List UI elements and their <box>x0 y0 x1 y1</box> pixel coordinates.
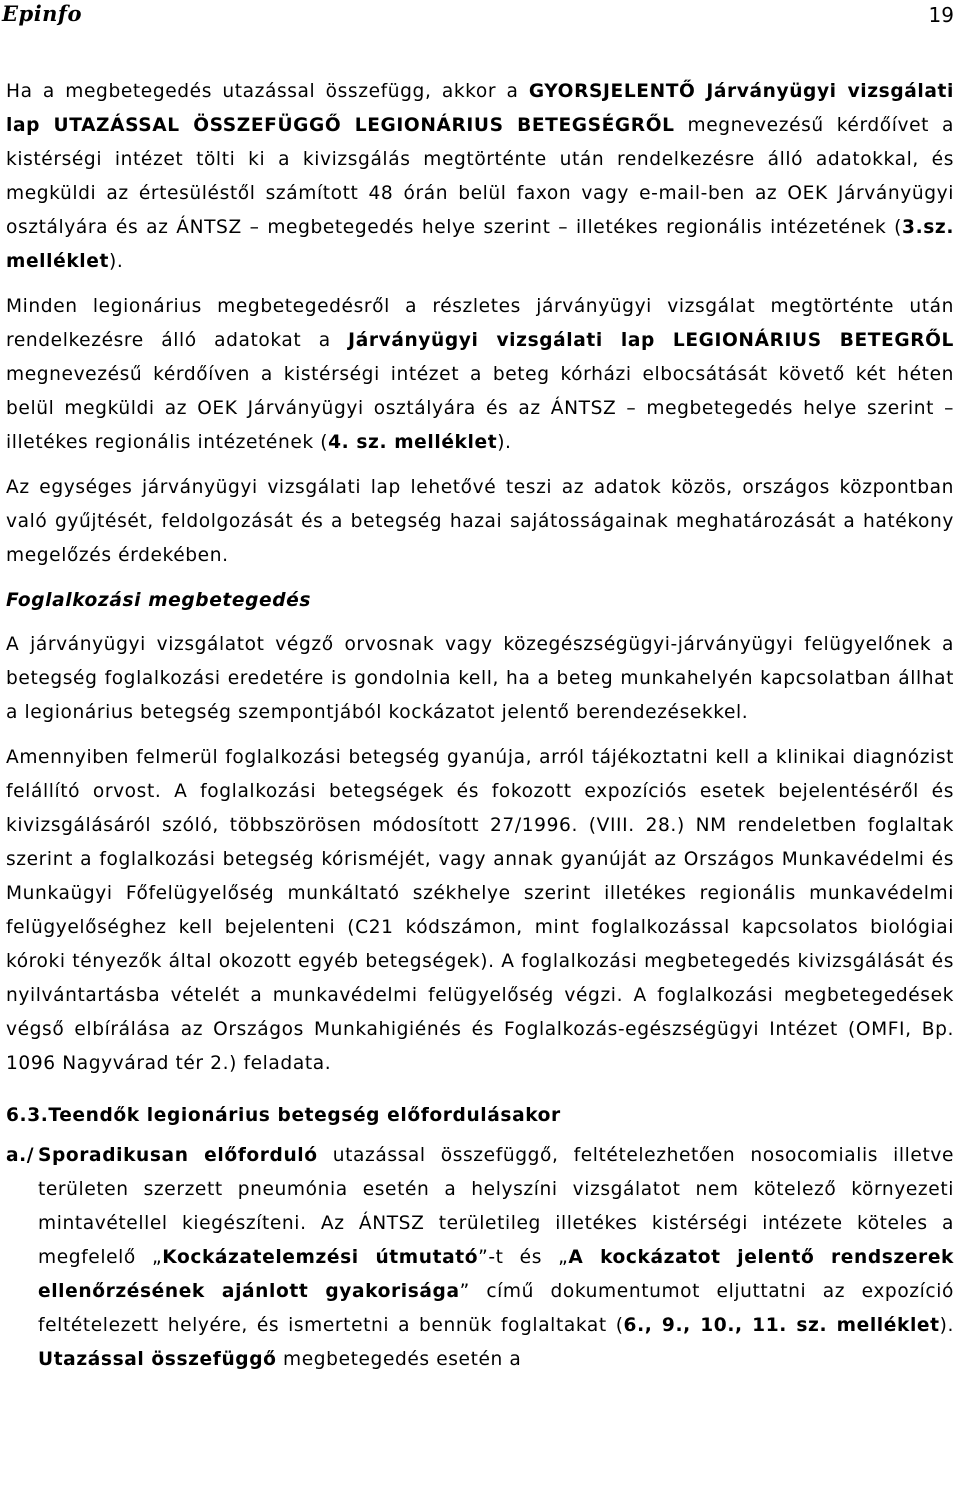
section-number: 6.3. <box>6 1105 49 1126</box>
emphasis: Sporadikusan előforduló <box>38 1145 318 1166</box>
document-body <box>6 75 954 1377</box>
list-item-text <box>38 1139 954 1377</box>
form-title-emphasis: Járványügyi vizsgálati lap LEGIONÁRIUS BETEGRŐL <box>348 330 954 351</box>
text-run: megbetegedés esetén a <box>276 1349 522 1370</box>
page-header <box>0 0 960 30</box>
paragraph-occupational-reporting: Amennyiben felmerül foglalkozási betegség gyanúja, arról tájékoztatni kell a klinikai diagnózist felállító orvost. A foglalkozási betegségek és fokozott expozíciós esetek bejelentéséről és kivizsgálásáról szóló, többszörösen módosított 27/1996. (VIII. 28.) NM rendeletben foglaltak szerint a foglalkozási betegség kórisméjét, vagy annak gyanúját az Országos Munkavédelmi és Munkaügyi Főfelügyelőség munkáltató székhelye szerint illetékes regionális munkavédelmi felügyelőséghez kell bejelenteni (C21 kódszámon, mint foglalkozással kapcsolatos biológiai kóroki tényezők által okozott egyéb betegségek). A foglalkozási megbetegedés kivizsgálását és nyilvántartásba vételét a munkavédelmi felügyelőség végzi. A foglalkozási megbetegedések végső elbírálása az Országos Munkahigiénés és Foglalkozás-egészségügyi Intézet (OMFI, Bp. 1096 Nagyvárad tér 2.) feladata. <box>6 747 954 1074</box>
text-run: ). <box>497 432 512 453</box>
heading-occupational-disease <box>6 584 954 618</box>
list-item-a <box>6 1139 954 1377</box>
list-item-label: a./ <box>6 1145 35 1166</box>
paragraph-detailed-investigation <box>6 290 954 460</box>
epinfo-logo: Epinfo <box>2 1 82 26</box>
text-run: megnevezésű kérdőíven a kistérségi intézet a beteg kórházi elbocsátását követő két héten belül megküldi az OEK Járványügyi osztályára és az ÁNTSZ – megbetegedés helye szerint – illetékes regionális intézetének ( <box>6 364 954 453</box>
document-title-emphasis: Kockázatelemzési útmutató <box>162 1247 479 1268</box>
text-run: utazással összefüggő, feltételezhetően nosocomialis illetve területen szerzett pneumónia esetén a helyszíni vizsgálatot nem kötelező környezeti mintavétellel kiegészíteni. Az ÁNTSZ területileg illetékes kistérségi intézete köteles a megfelelő „ <box>38 1145 955 1268</box>
form-title-emphasis: GYORSJELENTŐ Járványügyi vizsgálati lap UTAZÁSSAL ÖSSZEFÜGGŐ LEGIONÁRIUS BETEGSÉGRŐL <box>6 81 954 136</box>
page-number: 19 <box>928 3 954 27</box>
document-title-emphasis: A kockázatot jelentő rendszerek ellenőrzésének ajánlott gyakorisága <box>38 1247 955 1302</box>
text-run: ). <box>939 1315 954 1336</box>
text-run: ). <box>108 251 124 272</box>
text-run: megnevezésű kérdőívet a kistérségi intézet tölti ki a kivizsgálás megtörténte után rendelkezésre álló adatokkal, és megküldi az értesüléstől számított 48 órán belül faxon vagy e-mail-ben az OEK Járványügyi osztályára és az ÁNTSZ – megbetegedés helye szerint – illetékes regionális intézetének ( <box>6 115 954 238</box>
annex-reference: 6., 9., 10., 11. sz. melléklet <box>623 1315 940 1336</box>
annex-reference: 3.sz. melléklet <box>6 217 954 272</box>
section-heading <box>6 1099 954 1133</box>
text-run: ” című dokumentumot eljuttatni az expozíció feltételezett helyére, és ismertetni a bennük foglaltakat ( <box>38 1281 954 1336</box>
text-run: ”-t és „ <box>478 1247 569 1268</box>
section-title: Teendők legionárius betegség előfordulásakor <box>48 1105 561 1126</box>
text-run: Ha a megbetegedés utazással összefügg, akkor a <box>6 81 529 102</box>
emphasis: Utazással összefüggő <box>38 1349 277 1370</box>
paragraph-occupational-origin: A járványügyi vizsgálatot végző orvosnak vagy közegészségügyi-járványügyi felügyelőnek a betegség foglalkozási eredetére is gondolnia kell, ha a beteg munkahelyén kapcsolatban állhat a legionárius betegség szempontjából kockázatot jelentő berendezésekkel. <box>6 634 954 723</box>
paragraph-unified-form: Az egységes járványügyi vizsgálati lap lehetővé teszi az adatok közös, országos központban való gyűjtését, feldolgozását és a betegség hazai sajátosságainak meghatározását a hatékony megelőzés érdekében. <box>6 477 954 566</box>
paragraph-travel-report <box>6 75 954 279</box>
annex-reference: 4. sz. melléklet <box>328 432 498 453</box>
heading-text: Foglalkozási megbetegedés <box>6 590 312 611</box>
text-run: Minden legionárius megbetegedésről a részletes járványügyi vizsgálat megtörténte után rendelkezésre álló adatokat a <box>6 296 954 351</box>
